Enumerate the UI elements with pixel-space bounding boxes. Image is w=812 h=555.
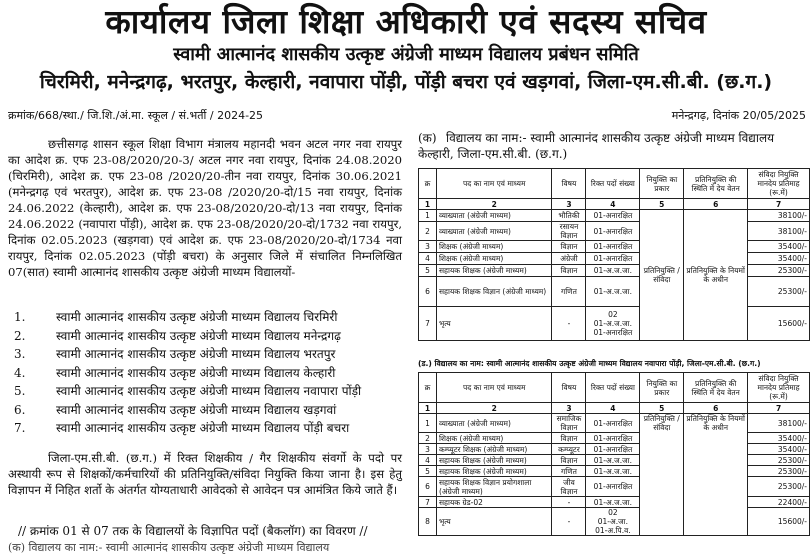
list-item: 3. स्वामी आत्मानंद शासकीय उत्कृष्ट अंग्रेजी माध्यम विद्यालय भरतपुर [14,347,336,361]
table-row: 3 कम्प्यूटर शिक्षक (अंग्रेजी माध्यम) कम्प्यूटर 01-अनारक्षित 35400/- [419,444,810,455]
table-row: 3 शिक्षक (अंग्रेजी माध्यम) विज्ञान 01-अनारक्षित 35400/- [419,241,810,253]
pay-note: प्रतिनियुक्ति के नियमों के अधीन [684,210,748,341]
list-item: 6. स्वामी आत्मानंद शासकीय उत्कृष्ट अंग्रेजी माध्यम विद्यालय खड़गवां [14,402,337,417]
places-line: चिरमिरी, मनेन्द्रगढ़, भरतपुर, केल्हारी, नवापारा पोंड़ी, पोंड़ी बचरा एवं खड़गवां, जिला-एम.सी.बी. (छ.ग.) [39,71,773,93]
table-row: 1 व्याख्याता (अंग्रेजी माध्यम) समाजिक विज्ञान 01-अनारक्षित प्रतिनियुक्ति /संविदा प्रतिनियुक्ति के नियमों के अधीन 38100/- [419,414,810,433]
list-item: 1. स्वामी आत्मानंद शासकीय उत्कृष्ट अंग्रेजी माध्यम विद्यालय चिरमिरी [14,310,338,324]
reference-number: क्रमांक/668/स्था./ जि.शि./अं.मा. स्कूल / सं.भर्ती / 2024-25 [8,109,264,122]
list-item: 4. स्वामी आत्मानंद शासकीय उत्कृष्ट अंग्रेजी माध्यम विद्यालय केल्हारी [14,365,336,380]
office-title: कार्यालय जिला शिक्षा अधिकारी एवं सदस्य सचिव [105,2,707,41]
appt-type: प्रतिनियुक्ति /संविदा [640,414,684,536]
issue-date: मनेन्द्रगढ़, दिनांक 20/05/2025 [671,109,806,122]
table-row: 6 सहायक शिक्षक विज्ञान प्रयोगशाला (अंग्रेजी माध्यम) जीव विज्ञान 01-अनारक्षित 25300/- [419,477,810,497]
col-contract: संविदा नियुक्ति मानदेय प्रतिमाह (रू.में) [748,169,810,199]
table-row: 5 सहायक शिक्षक (अंग्रेजी माध्यम) गणित 01-अ.ज.जा. 25300/- [419,466,810,477]
intro-paragraph [8,136,402,280]
cut-off-line: (क) विद्यालय का नाम:- स्वामी आत्मानंद शासकीय उत्कृष्ट अंग्रेजी माध्यम विद्यालय [8,541,330,554]
list-item: 7. स्वामी आत्मानंद शासकीय उत्कृष्ट अंग्रेजी माध्यम विद्यालय पोंड़ी बचरा [14,421,350,435]
table-row: 4 सहायक शिक्षक (अंग्रेजी माध्यम) विज्ञान 01-अ.ज.जा. 25300/- [419,455,810,466]
schedule-heading: // क्रमांक 01 से 07 तक के विद्यालयों के विज्ञापित पदों (बैकलॉग) का विवरण // [18,524,368,538]
section-a-heading [418,130,810,162]
table-row: 7 भृत्य - 02 01-अ.ज.जा. 01-अनारक्षित 15600/- [419,307,810,341]
intro-text: छत्तीसगढ़ शासन स्कूल शिक्षा विभाग मंत्रालय महानदी भवन अटल नगर नवा रायपुर का आदेश क्र. एफ 23-08/2020/20-3/ अटल नगर नवा रायपुर, दिनांक 24.08.2020 (चिरमिरी), आदेश क्र. एफ 23-08 /2020/20-तीन नवा रायपुर, दिनांक 30.06.2021 (मनेन्द्रगढ़ एवं भरतपुर), आदेश क्र. एफ 23-08 /2020/20-दो/15 नवा रायपुर, दिनांक 24.06.2022 (केल्हारी), आदेश क्र. एफ 23-08/2020/20-दो/13 नवा रायपुर, दिनांक 24.06.2022 (नवापारा पोंड़ी), आदेश क्र. एफ 23-08/2020/20-दो/1732 नवा रायपुर, दिनांक 02.05.2023 (खड़गवा) एवं आदेश क्र. एफ 23-08/2020/20-दो/1734 नवा रायपुर, दिनांक 02.05.2023 (पोंड़ी बचरा) के अनुसार जिले में संचालित निम्नलिखित 07(सात) स्वामी आत्मानंद शासकीय उत्कृष्ट अंग्रेजी माध्यम विद्यालयों- [8,137,402,279]
section-b-caption: (ड.) विद्यालय का नाम: स्वामी आत्मानंद शासकीय उत्कृष्ट अंग्रेजी माध्यम विद्यालय नवापारा पोंड़ी, जिला-एम.सी.बी. (छ.ग.) [418,359,761,368]
col-subject: विषय [552,169,586,199]
col-kr: क्र [419,169,437,199]
committee-subtitle: स्वामी आत्मानंद शासकीय उत्कृष्ट अंग्रेजी माध्यम विद्यालय प्रबंधन समिति [173,44,639,65]
col-post: पद का नाम एवं माध्यम [436,169,552,199]
table-row: 8 भृत्य - 02 01-अ.जा. 01-अ.पि.व. 15600/- [419,508,810,536]
vacancy-text: जिला-एम.सी.बी. (छ.ग.) में रिक्त शिक्षकीय / गैर शिक्षकीय संवर्गो के पदो पर अस्थायी रूप से शिक्षकों/कर्मचारियों की प्रतिनियुक्ति/संविदा नियुक्ति किया जाना है। इस हेतु विज्ञापन में निहित शर्तो के अंतर्गत योग्यताधारी आवेदको से आवेदन पत्र आमंत्रित किये जाते हैं। [8,451,402,497]
col-vacant: रिक्त पदों संख्या [586,169,640,199]
section-a-key: (क) [418,131,437,145]
vacancy-table-nawapara: क्र पद का नाम एवं माध्यम विषय रिक्त पदों संख्या नियुक्ति का प्रकार प्रतिनियुक्ति की स्थिति में देय वेतन संविदा नियुक्ति मानदेय प्रतिमाह (रू.में) 1 2 3 4 5 6 7 1 व्याख्याता (अंग्रेजी माध्यम) समाजिक विज्ञान 01-अनारक्षित प्रतिनियुक्ति /संविदा प्रतिनियुक्ति के नियमों के अधीन 38100/- 2 शिक्षक (अंग्रेजी माध्यम) विज्ञान 01-अनारक्षित 35400/- 3 कम्प्यूटर शिक्षक (अंग्रेजी माध्यम) कम्प्यूटर 01-अनारक्षित 35400/- 4 सहायक शिक्षक (अंग्रेजी माध्यम) विज्ञान 01-अ.ज.जा. 25300/- 5 सहायक शिक्षक (अंग्रेजी माध्यम) गणित 01-अ.ज.जा. 25300/- 6 सहायक शिक्षक विज्ञान प्रयोगशाला (अंग्रेजी माध्यम) जीव विज्ञान 01-अनारक्षित 25300/- 7 सहायक ग्रेड-02 - 01-अ.ज.जा. 22400/- 8 भृत्य - 02 01-अ.जा. 01-अ.पि.व. 15600/- [418,372,810,536]
vacancy-paragraph [8,450,402,498]
school-list [8,308,402,438]
col-deput: प्रतिनियुक्ति की स्थिति में देय वेतन [684,169,748,199]
list-item: 5. स्वामी आत्मानंद शासकीय उत्कृष्ट अंग्रेजी माध्यम विद्यालय नवापारा पोंड़ी [14,384,362,398]
table-row: 4 शिक्षक (अंग्रेजी माध्यम) अंग्रेजी 01-अनारक्षित 35400/- [419,253,810,265]
col-appt: नियुक्ति का प्रकार [640,169,684,199]
vacancy-table-kelhari: क्र पद का नाम एवं माध्यम विषय रिक्त पदों संख्या नियुक्ति का प्रकार प्रतिनियुक्ति की स्थिति में देय वेतन संविदा नियुक्ति मानदेय प्रतिमाह (रू.में) 1 2 3 4 5 6 7 1 व्याख्याता (अंग्रेजी माध्यम) भौतिकी 01-अनारक्षित प्रतिनियुक्ति /संविदा प्रतिनियुक्ति के नियमों के अधीन 38100/- 2 व्याख्याता (अंग्रेजी माध्यम) रसायन विज्ञान 01-अनारक्षित 38100/- 3 शिक्षक (अंग्रेजी माध्यम) विज्ञान 01-अनारक्षित 35400/- 4 शिक्षक (अंग्रेजी माध्यम) अंग्रेजी 01-अनारक्षित 35400/- 5 सहायक शिक्षक (अंग्रेजी माध्यम) विज्ञान 01-अ.ज.जा. 25300/- 6 सहायक शिक्षक विज्ञान (अंग्रेजी माध्यम) गणित 01-अ.ज.जा. 25300/- 7 भृत्य - 02 01-अ.ज.जा. 01-अनारक्षित 15600/- [418,168,810,341]
table-row: 2 शिक्षक (अंग्रेजी माध्यम) विज्ञान 01-अनारक्षित 35400/- [419,433,810,444]
pay-note: प्रतिनियुक्ति के नियमों के अधीन [684,414,748,536]
appt-type: प्रतिनियुक्ति /संविदा [640,210,684,341]
table-row: 6 सहायक शिक्षक विज्ञान (अंग्रेजी माध्यम) गणित 01-अ.ज.जा. 25300/- [419,277,810,307]
list-item: 2. स्वामी आत्मानंद शासकीय उत्कृष्ट अंग्रेजी माध्यम विद्यालय मनेन्द्रगढ़ [14,328,341,343]
table-row: 7 सहायक ग्रेड-02 - 01-अ.ज.जा. 22400/- [419,497,810,508]
section-a-text: विद्यालय का नाम:- स्वामी आत्मानंद शासकीय उत्कृष्ट अंग्रेजी माध्यम विद्यालय केल्हारी, जिला-एम.सी.बी. (छ.ग.) [418,131,775,161]
table-row: 1 व्याख्याता (अंग्रेजी माध्यम) भौतिकी 01-अनारक्षित प्रतिनियुक्ति /संविदा प्रतिनियुक्ति के नियमों के अधीन 38100/- [419,210,810,222]
table-row: 5 सहायक शिक्षक (अंग्रेजी माध्यम) विज्ञान 01-अ.ज.जा. 25300/- [419,265,810,277]
table-row: 2 व्याख्याता (अंग्रेजी माध्यम) रसायन विज्ञान 01-अनारक्षित 38100/- [419,222,810,241]
